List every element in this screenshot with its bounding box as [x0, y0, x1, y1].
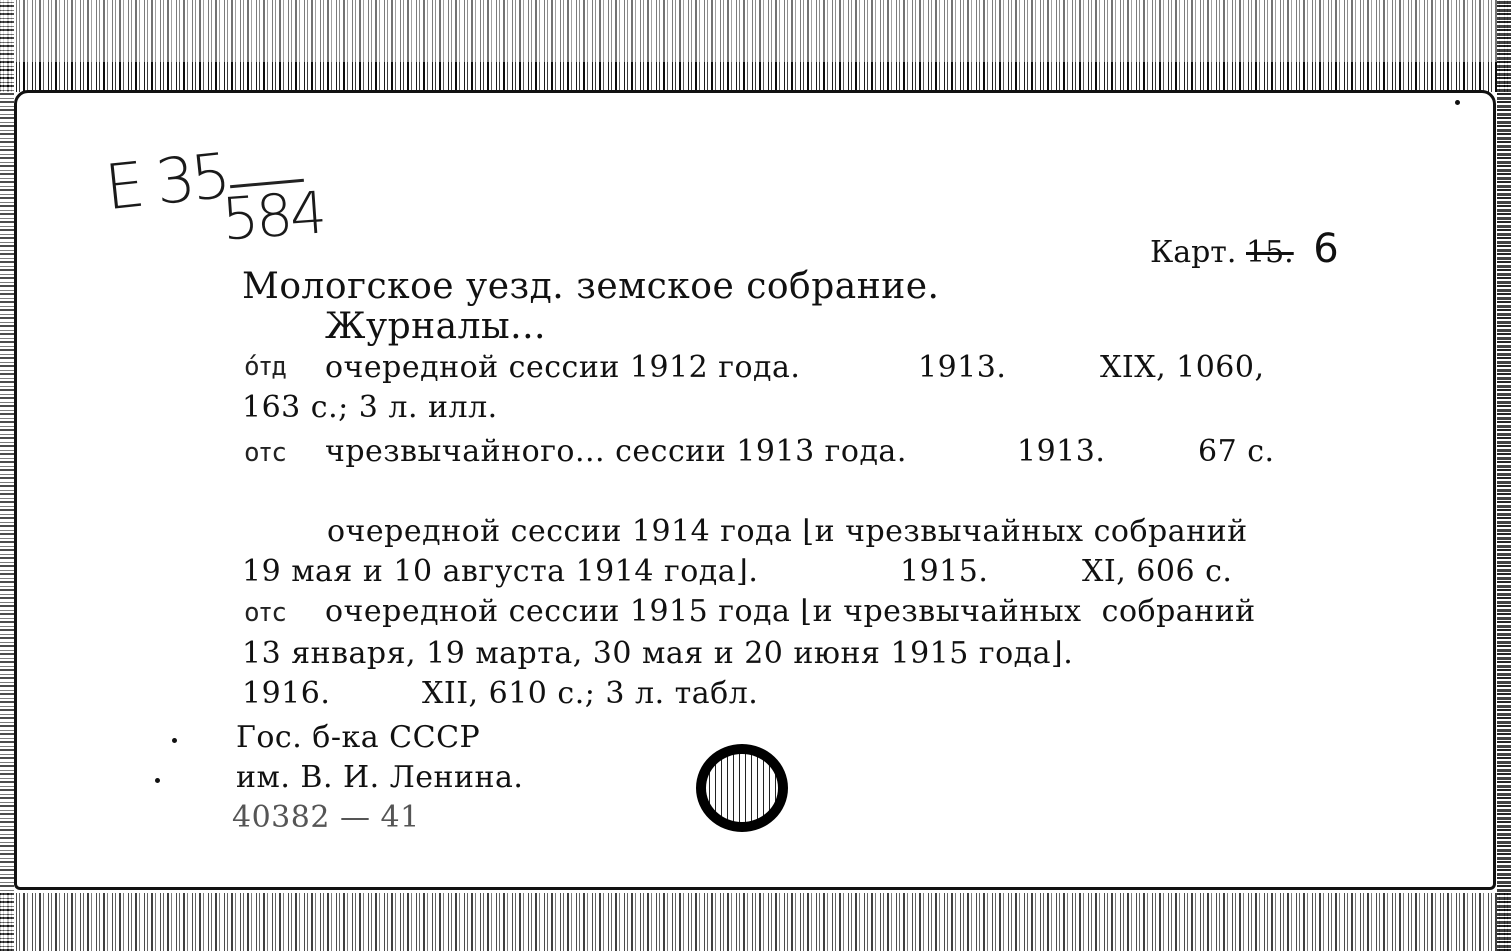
shelfmark-prefix: E 35: [101, 138, 231, 225]
entry-extent: XIX, 1060,: [1100, 350, 1265, 385]
entry-text: очередной сессии 1914 года ⌊и чрезвычайных собраний: [327, 514, 1248, 549]
entry-extent: 67 с.: [1198, 434, 1275, 469]
entry-mark: отс: [244, 598, 285, 628]
scan-noise-bottom: [0, 893, 1511, 951]
entry-year: 1915.: [900, 554, 989, 589]
shelfmark-number: 584: [219, 178, 326, 254]
scan-noise-right: [1497, 0, 1511, 951]
speck: [1455, 100, 1460, 105]
card-number-label: Карт.: [1150, 235, 1237, 270]
speck: [155, 778, 160, 783]
scan-noise-top-dark: [0, 62, 1511, 92]
card-number-handwritten: 6: [1313, 226, 1339, 272]
entry-extent: XI, 606 с.: [1082, 554, 1233, 589]
entry-text: 13 января, 19 марта, 30 мая и 20 июня 1915 года⌋.: [242, 636, 1074, 671]
card-title: Мологское уезд. земское собрание.: [242, 266, 940, 307]
entry-text: чрезвычайного... сессии 1913 года.: [325, 434, 907, 469]
entry-mark: о́тд: [244, 352, 285, 382]
speck: [172, 738, 177, 743]
card-number: [1150, 226, 1339, 272]
entry-mark: отс: [244, 438, 285, 468]
entry-text: 163 с.; 3 л. илл.: [242, 390, 498, 425]
scan-noise-left: [0, 0, 14, 951]
library-imprint-line: им. В. И. Ленина.: [236, 760, 524, 795]
entry-text: очередной сессии 1915 года ⌊и чрезвычайных собраний: [325, 594, 1256, 629]
entry-year: 1913.: [1017, 434, 1106, 469]
library-imprint-line: 40382 — 41: [232, 800, 420, 835]
entry-extent: XII, 610 с.; 3 л. табл.: [422, 676, 759, 711]
card-subtitle: Журналы...: [325, 306, 546, 347]
entry-text: очередной сессии 1912 года.: [325, 350, 801, 385]
entry-year: 1913.: [918, 350, 1007, 385]
card-number-struck: 15.: [1246, 235, 1294, 270]
entry-text: 19 мая и 10 августа 1914 года⌋.: [242, 554, 759, 589]
library-imprint-line: Гос. б-ка СССР: [236, 720, 481, 755]
entry-text: 1916.: [242, 676, 331, 711]
punch-hole: [696, 744, 788, 832]
